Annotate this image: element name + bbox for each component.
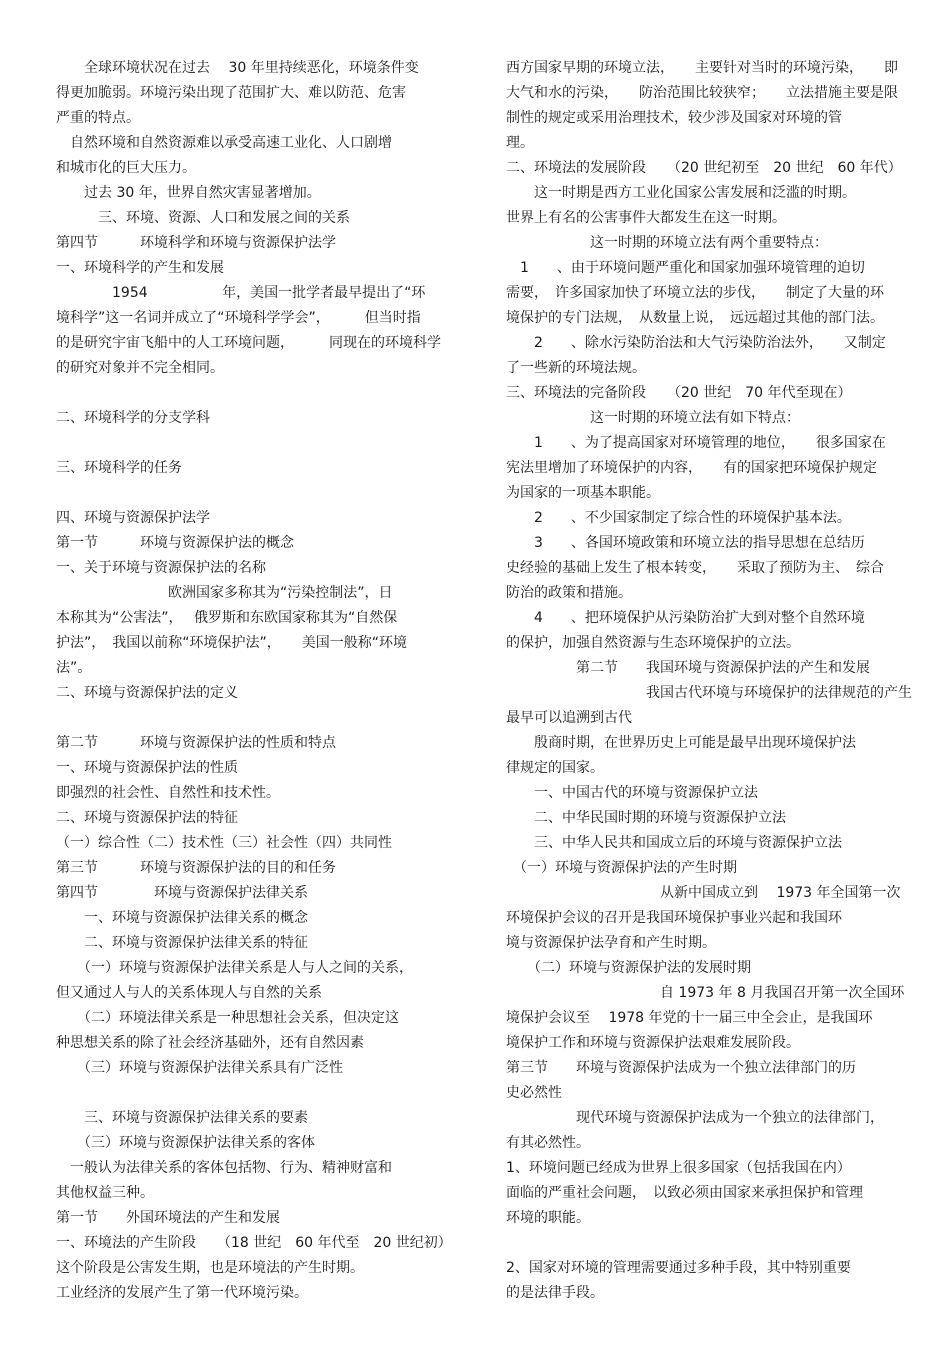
text-line: 第二节 我国环境与资源保护法的产生和发展	[506, 660, 870, 676]
text-line: 大气和水的污染， 防治范围比较狭窄； 立法措施主要是限	[506, 85, 898, 101]
text-line: 这一时期的环境立法有两个重要特点：	[506, 235, 828, 251]
text-line: 一、中国古代的环境与资源保护立法	[506, 785, 758, 801]
text-line: 严重的特点。	[56, 110, 140, 126]
text-line: 制性的规定或采用治理技术，较少涉及国家对环境的管	[506, 110, 842, 126]
text-line: 第四节 环境科学和环境与资源保护法学	[56, 235, 336, 251]
text-line: 护法”， 我国以前称“环境保护法”， 美国一般称“环境	[56, 635, 408, 651]
text-line: （二）环境与资源保护法的发展时期	[506, 960, 751, 976]
text-line	[56, 706, 456, 731]
text-line: 本称其为“公害法”， 俄罗斯和东欧国家称其为“自然保	[56, 610, 398, 626]
text-line: 1 、为了提高国家对环境管理的地位， 很多国家在	[506, 435, 886, 451]
text-line: 第四节 环境与资源保护法律关系	[56, 885, 308, 901]
text-line: 三、环境与资源保护法律关系的要素	[56, 1110, 308, 1126]
text-line: 二、环境与资源保护法律关系的特征	[56, 935, 308, 951]
text-line: 境与资源保护法孕育和产生时期。	[506, 935, 716, 951]
text-line: 4 、把环境保护从污染防治扩大到对整个自然环境	[506, 610, 865, 626]
text-line: 律规定的国家。	[506, 760, 604, 776]
text-line: 防治的政策和措施。	[506, 585, 632, 601]
text-line	[56, 481, 456, 506]
text-line: 全球环境状况在过去 30 年里持续恶化，环境条件变	[56, 60, 419, 76]
text-line: 种思想关系的除了社会经济基础外，还有自然因素	[56, 1035, 364, 1051]
text-line: 一般认为法律关系的客体包括物、行为、精神财富和	[56, 1160, 392, 1176]
text-line: 我国古代环境与环境保护的法律规范的产生	[506, 685, 912, 701]
text-line: 二、环境法的发展阶段 （20 世纪初至 20 世纪 60 年代）	[506, 160, 902, 176]
text-line: 从新中国成立到 1973 年全国第一次	[506, 885, 901, 901]
text-line: 和城市化的巨大压力。	[56, 160, 196, 176]
text-line: 面临的严重社会问题， 以致必须由国家来承担保护和管理	[506, 1185, 863, 1201]
text-line: 境保护工作和环境与资源保护法艰难发展阶段。	[506, 1035, 800, 1051]
text-line: 需要， 许多国家加快了环境立法的步伐， 制定了大量的环	[506, 285, 884, 301]
left-column	[56, 56, 456, 1306]
text-line: 史必然性	[506, 1085, 562, 1101]
text-line	[56, 431, 456, 456]
text-line: 这个阶段是公害发生期，也是环境法的产生时期。	[56, 1260, 364, 1276]
text-line: 三、环境科学的任务	[56, 460, 182, 476]
text-line: 但又通过人与人的关系体现人与自然的关系	[56, 985, 322, 1001]
text-line: 三、环境法的完备阶段 （20 世纪 70 年代至现在）	[506, 385, 852, 401]
text-line: （一）综合性（二）技术性（三）社会性（四）共同性	[56, 835, 392, 851]
text-line: 为国家的一项基本职能。	[506, 485, 660, 501]
text-line: 有其必然性。	[506, 1135, 590, 1151]
text-line: 了一些新的环境法规。	[506, 360, 646, 376]
text-line: 一、环境法的产生阶段 （18 世纪 60 年代至 20 世纪初）	[56, 1235, 452, 1251]
text-line: 第二节 环境与资源保护法的性质和特点	[56, 735, 336, 751]
text-line: 二、中华民国时期的环境与资源保护立法	[506, 810, 786, 826]
text-line: 自 1973 年 8 月我国召开第一次全国环	[506, 985, 905, 1001]
text-line: 欧洲国家多称其为“污染控制法”，日	[56, 585, 393, 601]
right-column	[506, 56, 926, 1306]
text-line: （一）环境与资源保护法律关系是人与人之间的关系，	[56, 960, 413, 976]
text-line: 得更加脆弱。环境污染出现了范围扩大、难以防范、危害	[56, 85, 406, 101]
text-line: 三、环境、资源、人口和发展之间的关系	[56, 210, 350, 226]
text-line: 过去 30 年，世界自然灾害显著增加。	[56, 185, 321, 201]
text-line: 殷商时期，在世界历史上可能是最早出现环境保护法	[506, 735, 856, 751]
text-line: （三）环境与资源保护法律关系的客体	[56, 1135, 315, 1151]
text-line: （三）环境与资源保护法律关系具有广泛性	[56, 1060, 343, 1076]
text-line: 第一节 环境与资源保护法的概念	[56, 535, 294, 551]
text-line: 二、环境与资源保护法的定义	[56, 685, 238, 701]
text-line: 最早可以追溯到古代	[506, 710, 632, 726]
text-line: 2、国家对环境的管理需要通过多种手段，其中特别重要	[506, 1260, 851, 1276]
text-line	[506, 1231, 926, 1256]
text-line: 的是研究宇宙飞船中的人工环境问题， 同现在的环境科学	[56, 335, 441, 351]
text-line: 其他权益三种。	[56, 1185, 154, 1201]
text-line: 这一时期的环境立法有如下特点：	[506, 410, 800, 426]
text-line	[56, 381, 456, 406]
text-line: 1、环境问题已经成为世界上很多国家（包括我国在内）	[506, 1160, 851, 1176]
text-line: 三、中华人民共和国成立后的环境与资源保护立法	[506, 835, 842, 851]
text-line: 史经验的基础上发生了根本转变， 采取了预防为主、 综合	[506, 560, 884, 576]
text-line: 法”。	[56, 660, 92, 676]
text-line: 一、环境与资源保护法的性质	[56, 760, 238, 776]
text-line: 的保护，加强自然资源与生态环境保护的立法。	[506, 635, 800, 651]
text-line: （一）环境与资源保护法的产生时期	[506, 860, 737, 876]
text-line: 的是法律手段。	[506, 1285, 604, 1301]
text-line: 的研究对象并不完全相同。	[56, 360, 224, 376]
text-line: 二、环境与资源保护法的特征	[56, 810, 238, 826]
text-line: 一、环境与资源保护法律关系的概念	[56, 910, 308, 926]
text-line: 即强烈的社会性、自然性和技术性。	[56, 785, 280, 801]
text-line: 工业经济的发展产生了第一代环境污染。	[56, 1285, 308, 1301]
text-line: 第三节 环境与资源保护法成为一个独立法律部门的历	[506, 1060, 856, 1076]
text-line: 二、环境科学的分支学科	[56, 410, 210, 426]
text-line: 3 、各国环境政策和环境立法的指导思想在总结历	[506, 535, 865, 551]
text-line: 1 、由于环境问题严重化和国家加强环境管理的迫切	[506, 260, 865, 276]
text-line: 境保护会议至 1978 年党的十一届三中全会止，是我国环	[506, 1010, 873, 1026]
text-line: 2 、不少国家制定了综合性的环境保护基本法。	[506, 510, 851, 526]
text-line: 一、关于环境与资源保护法的名称	[56, 560, 266, 576]
text-line: （二）环境法律关系是一种思想社会关系，但决定这	[56, 1010, 399, 1026]
text-line: 这一时期是西方工业化国家公害发展和泛滥的时期。	[506, 185, 856, 201]
text-line: 一、环境科学的产生和发展	[56, 260, 224, 276]
text-line: 环境保护会议的召开是我国环境保护事业兴起和我国环	[506, 910, 842, 926]
text-line: 境保护的专门法规， 从数量上说， 远远超过其他的部门法。	[506, 310, 884, 326]
text-line: 境科学”这一名词并成立了“环境科学学会”， 但当时指	[56, 310, 421, 326]
text-line: 四、环境与资源保护法学	[56, 510, 210, 526]
text-line	[56, 1081, 456, 1106]
text-line: 第三节 环境与资源保护法的目的和任务	[56, 860, 336, 876]
text-line: 自然环境和自然资源难以承受高速工业化、人口剧增	[56, 135, 392, 151]
text-line: 1954 年，美国一批学者最早提出了“环	[56, 285, 426, 301]
text-line: 第一节 外国环境法的产生和发展	[56, 1210, 280, 1226]
text-line: 环境的职能。	[506, 1210, 590, 1226]
text-line: 宪法里增加了环境保护的内容， 有的国家把环境保护规定	[506, 460, 877, 476]
text-line: 2 、除水污染防治法和大气污染防治法外， 又制定	[506, 335, 886, 351]
text-line: 世界上有名的公害事件大都发生在这一时期。	[506, 210, 786, 226]
text-line: 西方国家早期的环境立法， 主要针对当时的环境污染， 即	[506, 60, 898, 76]
text-line: 理。	[506, 135, 534, 151]
text-line: 现代环境与资源保护法成为一个独立的法律部门，	[506, 1110, 884, 1126]
